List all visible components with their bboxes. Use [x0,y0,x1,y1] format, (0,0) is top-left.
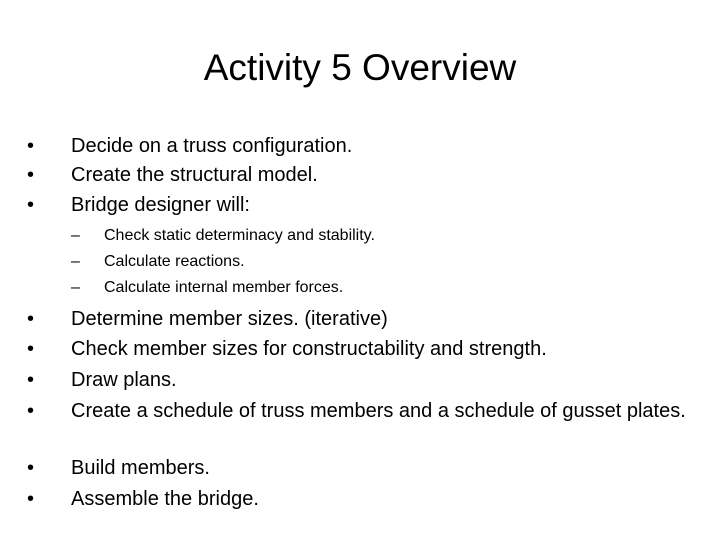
slide-title: Activity 5 Overview [203,47,517,88]
bullet-text: Decide on a truss configuration. [71,135,353,157]
sub-bullet-marker: – [71,227,80,244]
bullet-text: Build members. [71,457,210,479]
bullet-marker: • [27,135,35,157]
bullet-marker: • [27,164,35,186]
bullet-text: Assemble the bridge. [71,488,259,510]
bullet-text: Bridge designer will: [71,194,250,216]
sub-bullet-text: Calculate reactions. [104,253,245,270]
bullet-marker: • [27,338,35,360]
sub-bullet-text: Check static determinacy and stability. [104,227,375,244]
bullet-text: Create the structural model. [71,164,318,186]
bullet-marker: • [27,400,35,422]
bullet-text: Draw plans. [71,369,177,391]
bullet-text: Check member sizes for constructability and strength. [71,338,547,360]
sub-bullet-marker: – [71,253,80,270]
bullet-text: Create a schedule of truss members and a schedule of gusset plates. [71,400,686,422]
sub-bullet-text: Calculate internal member forces. [104,279,344,296]
sub-bullet-marker: – [71,279,80,296]
bullet-marker: • [27,194,35,216]
bullet-marker: • [27,308,35,330]
bullet-marker: • [27,488,35,510]
bullet-marker: • [27,369,35,391]
bullet-marker: • [27,457,35,479]
bullet-text: Determine member sizes. (iterative) [71,308,388,330]
